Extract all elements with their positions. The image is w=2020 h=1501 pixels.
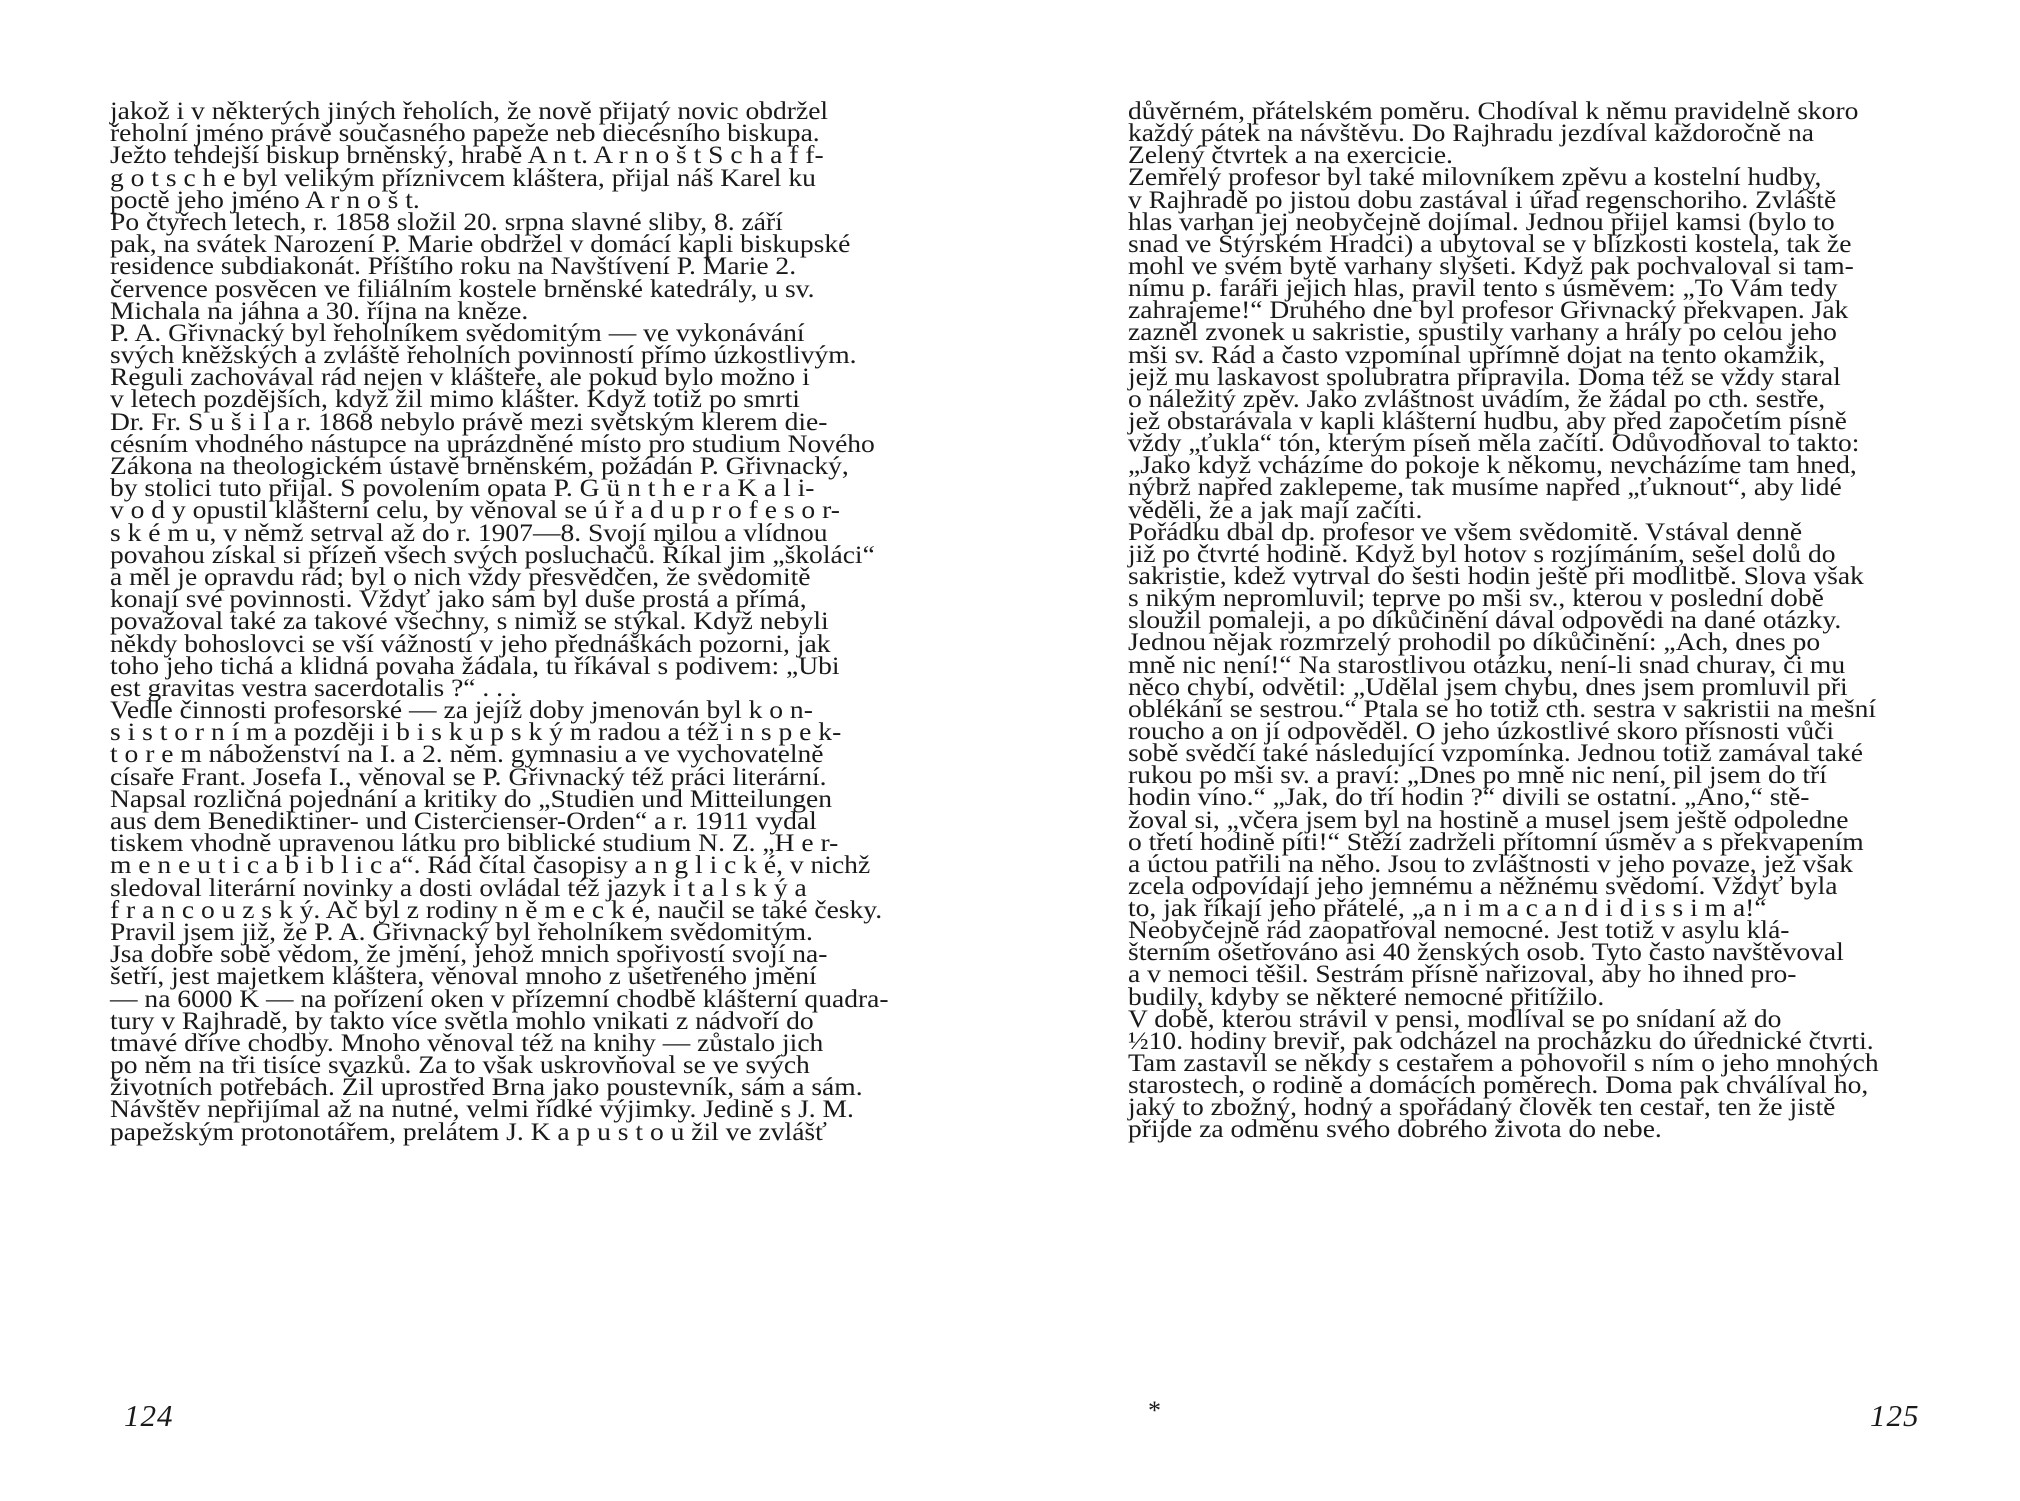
text-line: Návštěv nepřijímal až na nutné, velmi řídké výjimky. Jedině s J. M. (110, 1094, 854, 1124)
text-line: v letech pozdějších, když žil mimo klášter. Když totiž po smrti (110, 384, 800, 414)
text-line: o třetí hodině píti!“ Stěží zadrželi přítomní úsměv a s překvapením (1128, 826, 1864, 856)
text-line: zazněl zvonek u sakristie, spustily varhany a hrály po celou jeho (1128, 317, 1837, 347)
text-line: rukou po mši sv. a praví: „Dnes po mně nic není, pil jsem do tří (1128, 760, 1827, 790)
text-line: již po čtvrté hodině. Když byl hotov s rozjímáním, sešel dolů do (1128, 538, 1836, 568)
printer-mark: * (1148, 1396, 1161, 1425)
text-line: po něm na tři tisíce svazků. Za to však uskrovňoval se ve svých (110, 1050, 810, 1080)
text-line: sobě svědčí také následující vzpomínka. Jednou totiž zamával také (1128, 738, 1863, 768)
text-line: životních potřebách. Žil uprostřed Brna jako poustevník, sám a sám. (110, 1072, 863, 1102)
text-line: důvěrném, přátelském poměru. Chodíval k němu pravidelně skoro (1128, 96, 1859, 125)
text-line: zcela odpovídají jeho jemnému a něžnému svědomí. Vždyť byla (1128, 870, 1838, 900)
text-line: považoval také za takové všechny, s nimiž se stýkal. Když nebyli (110, 606, 829, 636)
text-line: sloužil pomaleji, a po díkůčinění dával odpovědi na dané otázky. (1128, 605, 1842, 635)
text-line: m e n e u t i c a b i b l i c a“. Rád čítal časopisy a n g l i c k é, v nichž (110, 850, 871, 880)
text-line: a měl je opravdu rád; byl o nich vždy přesvědčen, že svědomitě (110, 561, 811, 591)
text-line: svých kněžských a zvláště řeholních povinností přímo úzkostlivým. (110, 340, 857, 370)
text-line: někdy bohoslovci se vší vážností v jeho přednáškách pozorni, jak (110, 628, 831, 658)
text-line: Michala na jáhna a 30. října na kněze. (110, 295, 529, 325)
text-line: šterním ošetřováno asi 40 ženských osob. Tyto často navštěvoval (1128, 937, 1844, 967)
text-line: starostech, o rodině a domácích poměrech. Doma pak chválíval ho, (1128, 1070, 1869, 1100)
text-line: Tam zastavil se někdy s cestařem a pohovořil s ním o jeho mnohých (1128, 1048, 1879, 1078)
text-line: est gravitas vestra sacerdotalis ?“ . . . (110, 672, 517, 702)
text-line: Zemřelý profesor byl také milovníkem zpěvu a kostelní hudby, (1128, 162, 1822, 192)
text-line: hlas varhan jej neobyčejně dojímal. Jednou přijel kamsi (bylo to (1128, 206, 1835, 236)
text-line: césním vhodného nástupce na uprázdněné místo pro studium Nového (110, 428, 875, 458)
text-line: g o t s c h e byl velikým příznivcem kláštera, přijal náš Karel ku (110, 162, 816, 192)
text-line: — na 6000 K — na pořízení oken v přízemní chodbě klášterní quadra- (110, 983, 889, 1013)
text-line: července posvěcen ve filiálním kostele brněnské katedrály, u sv. (110, 273, 815, 303)
text-line: Napsal rozličná pojednání a kritiky do „Studien und Mitteilungen (110, 783, 833, 813)
text-line: by stolici tuto přijal. S povolením opata P. G ü n t h e r a K a l i- (110, 473, 815, 503)
text-line: pak, na svátek Narození P. Marie obdržel v domácí kapli biskupské (110, 229, 851, 259)
text-line: P. A. Gřivnacký byl řeholníkem svědomitým — ve vykonávání (110, 317, 805, 347)
text-line: jaký to zbožný, hodný a spořádaný člověk ten cestař, ten že jistě (1128, 1092, 1836, 1122)
text-line: a úctou patřili na něho. Jsou to zvláštnosti v jeho povaze, jež však (1128, 848, 1854, 878)
text-line: nýbrž napřed zaklepeme, tak musíme napřed „ťuknout“, aby lidé (1128, 472, 1842, 502)
text-line: něco chybí, odvětil: „Udělal jsem chybu, dnes jsem promluvil při (1128, 671, 1848, 701)
text-line: mohl ve svém bytě varhany slyšeti. Když pak pochvaloval si tam- (1128, 250, 1854, 280)
text-line: Zákona na theologickém ústavě brněnském, požádán P. Gřivnacký, (110, 451, 849, 480)
text-line: Pořádku dbal dp. profesor ve všem svědomitě. Vstával denně (1128, 516, 1803, 546)
text-line: tiskem vhodně upravenou látku pro biblické studium N. Z. „H e r- (110, 828, 839, 858)
text-line: zahrajeme!“ Druhého dne byl profesor Gřivnacký překvapen. Jak (1128, 295, 1849, 325)
text-line: Vedle činnosti profesorské — za jejíž doby jmenován byl k o n- (110, 695, 813, 725)
text-line: přijde za odměnu svého dobrého života do nebe. (1128, 1114, 1662, 1144)
text-line: Dr. Fr. S u š i l a r. 1868 nebylo právě mezi světským klerem die- (110, 406, 828, 436)
text-line: budily, kdyby se některé nemocné přitížilo. (1128, 981, 1605, 1011)
text-line: jakož i v některých jiných řeholích, že nově přijatý novic obdržel (110, 96, 829, 125)
text-line: Zelený čtvrtek a na exercicie. (1128, 140, 1453, 170)
text-line: nímu p. faráři jejich hlas, pravil tento s úsměvem: „To Vám tedy (1128, 273, 1838, 303)
text-line: vždy „ťukla“ tón, kterým píseň měla začíti. Odůvodňoval to takto: (1128, 428, 1860, 458)
text-line: a v nemoci těšil. Sestrám přísně nařizoval, aby ho ihned pro- (1128, 959, 1797, 989)
text-line: papežským protonotářem, prelátem J. K a p u s t o u žil ve zvlášť (110, 1116, 827, 1146)
page-number-left: 124 (124, 1398, 174, 1433)
text-line: toho jeho tichá a klidná povaha žádala, tu říkával s podivem: „Ubi (110, 650, 840, 680)
text-line: povahou získal si přízeň všech svých posluchačů. Říkal jim „školáci“ (110, 539, 875, 569)
text-line: f r a n c o u z s k ý. Ač byl z rodiny n ě m e c k é, naučil se také česky. (110, 894, 883, 924)
text-line: Jednou nějak rozmrzelý prohodil po díkůčinění: „Ach, dnes po (1128, 627, 1821, 657)
text-line: Pravil jsem již, že P. A. Gřivnacký byl řeholníkem svědomitým. (110, 916, 813, 946)
text-line: tmavé dříve chodby. Mnoho věnoval též na knihy — zůstalo jich (110, 1027, 824, 1057)
text-line: aus dem Benediktiner- und Cistercienser-Orden“ a r. 1911 vydal (110, 806, 817, 835)
text-line: řeholní jméno právě současného papeže neb diecésního biskupa. (110, 118, 820, 148)
text-line: sakristie, kdež vytrval do šesti hodin ještě při modlitbě. Slova však (1128, 560, 1864, 590)
text-line: v Rajhradě po jistou dobu zastával i úřad regenschoriho. Zvláště (1128, 184, 1837, 214)
text-line: Neobyčejně rád zaopatřoval nemocné. Jest totiž v asylu klá- (1128, 915, 1790, 945)
text-line: tury v Rajhradě, by takto více světla mohlo vnikati z nádvoří do (110, 1005, 814, 1035)
text-line: žoval si, „včera jsem byl na hostině a musel jsem ještě odpoledne (1128, 804, 1849, 834)
text-line: konají své povinnosti. Vždyť jako sám byl duše prostá a přímá, (110, 584, 807, 614)
text-line: jež obstarávala v kapli klášterní hudbu, aby před započetím písně (1128, 405, 1847, 435)
text-line: sledoval literární novinky a dosti ovládal též jazyk i t a l s k ý a (110, 872, 807, 902)
text-line: „Jako když vcházíme do pokoje k někomu, nevcházíme tam hned, (1128, 450, 1857, 480)
text-line: v o d y opustil klášterní celu, by věnoval se ú ř a d u p r o f e s o r- (110, 495, 840, 525)
text-line: s i s t o r n í m a později i b i s k u p s k ý m radou a též i n s p e k- (110, 717, 842, 747)
text-line: t o r e m náboženství na I. a 2. něm. gymnasiu a ve vychovatelně (110, 739, 824, 769)
text-line: V době, kterou strávil v pensi, modlíval se po snídaní až do (1128, 1003, 1782, 1033)
text-line: s nikým nepromluvil; teprve po mši sv., kterou v poslední době (1128, 583, 1824, 613)
text-line: šetří, jest majetkem kláštera, věnoval mnoho z ušetřeného jmění (110, 961, 817, 991)
text-line: císaře Frant. Josefa I., věnoval se P. Gřivnacký též práci literární. (110, 761, 827, 791)
text-line: o náležitý zpěv. Jako zvláštnost uvádím, že žádal po cth. sestře, (1128, 383, 1826, 413)
text-line: oblékání se sestrou.“ Ptala se ho totiž cth. sestra v sakristii na mešní (1128, 693, 1877, 723)
text-line: Reguli zachovával rád nejen v klášteře, ale pokud bylo možno i (110, 362, 810, 392)
text-line: mně nic není!“ Na starostlivou otázku, není-li snad churav, či mu (1128, 649, 1846, 679)
text-line: to, jak říkají jeho přátelé, „a n i m a c a n d i d i s s i m a!“ (1128, 893, 1767, 923)
text-line: residence subdiakonát. Příštího roku na Navštívení P. Marie 2. (110, 251, 797, 281)
text-line: každý pátek na návštěvu. Do Rajhradu jezdíval každoročně na (1128, 118, 1814, 148)
text-line: Ježto tehdejší biskup brněnský, hrabě A n t. A r n o š t S c h a f f- (110, 140, 824, 170)
text-line: věděli, že a jak mají začíti. (1128, 494, 1423, 524)
text-line: hodin víno.“ „Jak, do tří hodin ?“ divili se ostatní. „Ano,“ stě- (1128, 782, 1810, 812)
text-line: roucho a on jí odpověděl. O jeho úzkostlivé skoro přísnosti vůči (1128, 715, 1834, 745)
text-line: s k é m u, v němž setrval až do r. 1907—8. Svojí milou a vlídnou (110, 517, 828, 547)
text-line: Po čtyřech letech, r. 1858 složil 20. srpna slavné sliby, 8. září (110, 206, 783, 236)
text-line: snad ve Štýrském Hradci) a ubytoval se v blízkosti kostela, tak že (1128, 228, 1852, 258)
text-line: Jsa dobře sobě vědom, že jmění, jehož mnich spořivostí svojí na- (110, 939, 828, 969)
text-line: jejž mu laskavost spolubratra připravila. Doma též se vždy staral (1128, 361, 1841, 391)
page-number-right: 125 (1870, 1398, 1920, 1433)
left-page (110, 96, 940, 1146)
right-page (1128, 96, 1966, 1144)
text-line: poctě jeho jméno A r n o š t. (110, 184, 420, 214)
text-line: ½10. hodiny breviř, pak odcházel na procházku do úřednické čtvrti. (1128, 1025, 1874, 1055)
text-line: mši sv. Rád a často vzpomínal upřímně dojat na tento okamžik, (1128, 339, 1826, 369)
